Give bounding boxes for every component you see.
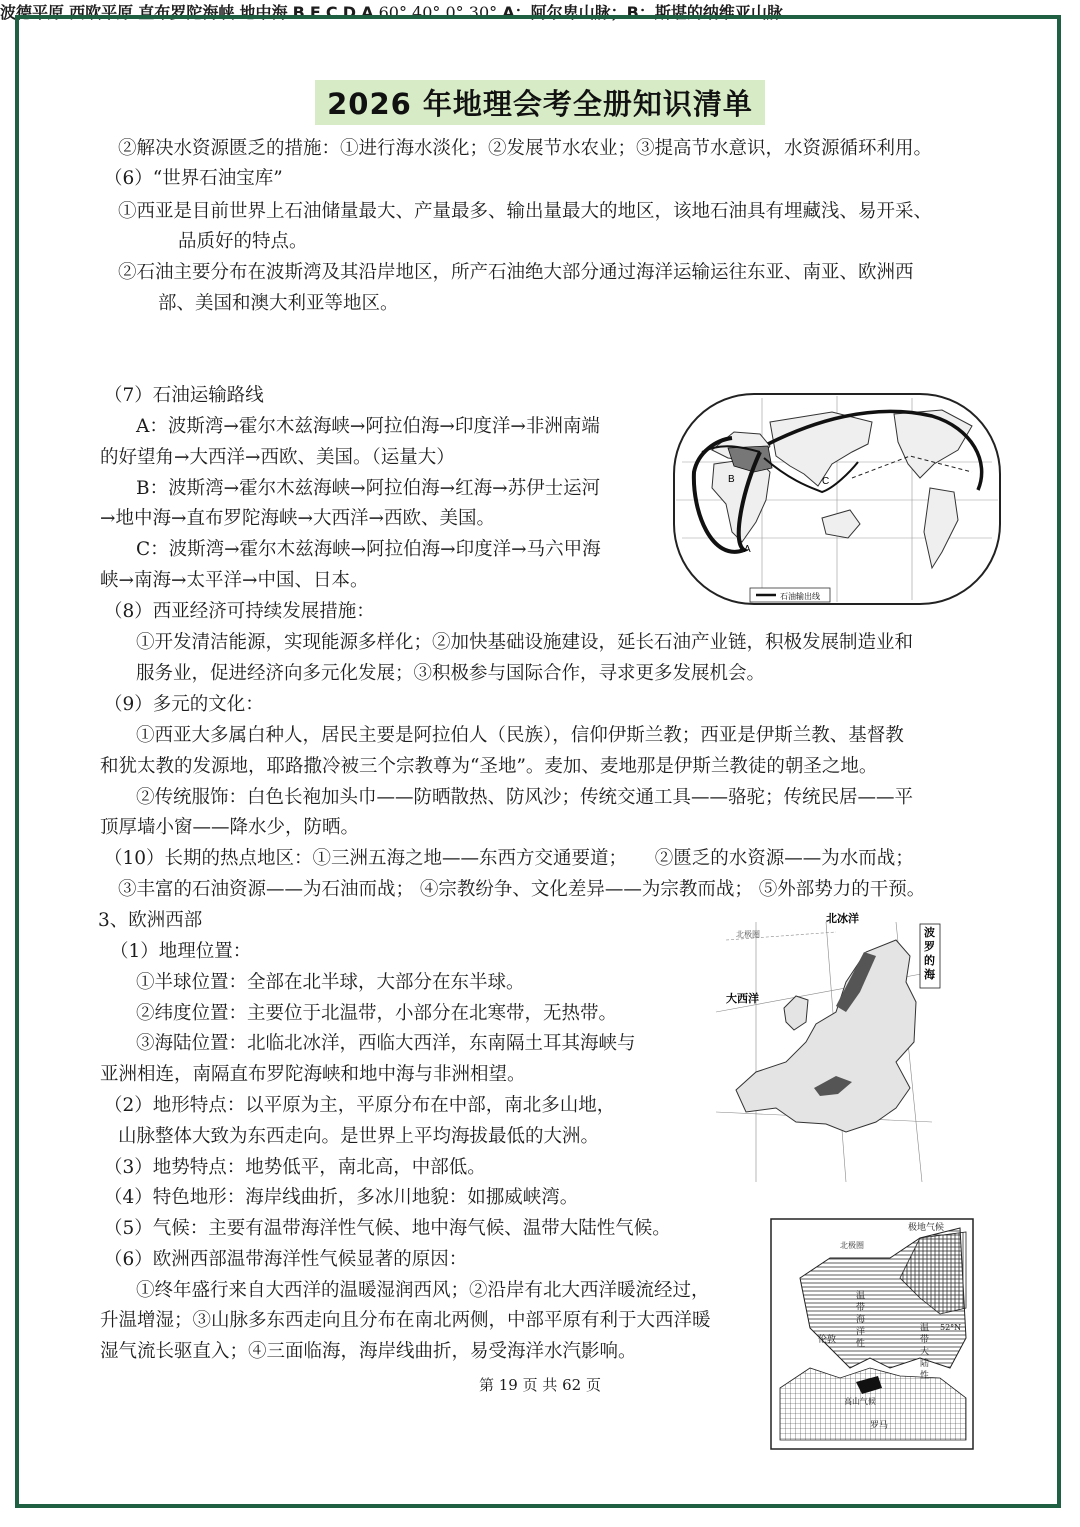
polish-plain-label: 波德平原 [0, 3, 65, 22]
text-line: C：波斯湾→霍尔木兹海峡→阿拉伯海→印度洋→马六甲海 [136, 539, 601, 560]
text-line: ②纬度位置：主要位于北温带，小部分在北寒带，无热带。 [136, 1003, 618, 1024]
text-line: ①西亚是目前世界上石油储量最大、产量最多、输出量最大的地区，该地石油具有埋藏浅、易开采、 [118, 201, 933, 222]
text-line: ②解决水资源匮乏的措施：①进行海水淡化；②发展节水农业；③提高节水意识，水资源循环利用。 [118, 138, 933, 159]
deg-0-label: 0° [445, 3, 464, 22]
point-d: D [342, 3, 357, 22]
section-heading: 3、欧洲西部 [98, 910, 203, 931]
text-line: 的好望角→大西洋→西欧、美国。（运量大） [100, 447, 455, 468]
text-line: 顶厚墙小窗——降水少，防晒。 [100, 817, 360, 838]
arctic-circle-label2: 北极圈 [840, 1241, 864, 1250]
text-line: （2）地形特点：以平原为主，平原分布在中部，南北多山地， [104, 1095, 616, 1116]
deg-60-label: 60° [378, 3, 407, 22]
text-line: 山脉整体大致为东西走向。是世界上平均海拔最低的大洲。 [118, 1126, 600, 1147]
europe-location-map [696, 912, 944, 1202]
text-line: 服务业，促进经济向多元化发展；③积极参与国际合作，寻求更多发展机会。 [136, 663, 766, 684]
deg-40-label: 40° [412, 3, 441, 22]
point-b: B [292, 3, 305, 22]
arctic-ocean-label: 北冰洋 [826, 912, 859, 925]
mediterranean-label: 地中海 [239, 3, 288, 22]
text-line: 升温增湿；③山脉多东西走向且分布在南北两侧，中部平原有利于大西洋暖 [100, 1310, 711, 1331]
title-area [0, 80, 1080, 125]
text-line: ①半球位置：全部在北半球，大部分在东半球。 [136, 972, 525, 993]
text-line: 峡→南海→太平洋→中国、日本。 [100, 570, 369, 591]
text-line: 和犹太教的发源地，耶路撒冷被三个宗教尊为“圣地”。麦加、麦地那是伊斯兰教徒的朝圣之地。 [100, 756, 878, 777]
london-label: 伦敦 [818, 1335, 837, 1345]
mountain-climate-label: 高山气候 [844, 1397, 876, 1406]
text-line: ①终年盛行来自大西洋的温暖湿润西风；②沿岸有北大西洋暖流经过， [136, 1280, 710, 1301]
deg-30-label: 30° [468, 3, 498, 22]
map2-caption: A：阿尔卑山脉；B：斯堪的纳维亚山脉 [502, 3, 783, 22]
atlantic-label: 大西洋 [726, 992, 759, 1005]
route-label-b: B [728, 474, 735, 485]
text-line: （10）长期的热点地区：①三洲五海之地——东西方交通要道； ②匮乏的水资源——为水而战； [104, 848, 914, 869]
section-heading: （1）地理位置： [110, 941, 252, 962]
section-heading: （6）欧洲西部温带海洋性气候显著的原因： [104, 1249, 468, 1270]
text-line: →地中海→直布罗陀海峡→大西洋→西欧、美国。 [100, 508, 496, 529]
section-heading: （8）西亚经济可持续发展措施： [104, 601, 375, 622]
section-heading: （9）多元的文化： [104, 694, 264, 715]
text-line: ①西亚大多属白种人，居民主要是阿拉伯人（民族），信仰伊斯兰教；西亚是伊斯兰教、基督教 [136, 725, 904, 746]
text-line: B：波斯湾→霍尔木兹海峡→阿拉伯海→红海→苏伊士运河 [136, 478, 601, 499]
rome-label: 罗马 [870, 1421, 889, 1431]
maritime-label: 温带海洋性 [856, 1291, 866, 1349]
gibraltar-label: 直布罗陀海峡 [138, 3, 235, 22]
page-title: 2026 年地理会考全册知识清单 [315, 80, 765, 125]
baltic-sea-label: 波罗的海 [924, 926, 935, 981]
europe-climate-map [770, 1218, 974, 1450]
point-e: E [309, 3, 321, 22]
lat-52-label: 52°N [940, 1323, 962, 1332]
route-label-a: A [744, 544, 751, 555]
text-line: 亚洲相连，南隔直布罗陀海峡和地中海与非洲相望。 [100, 1064, 526, 1085]
text-line: 部、美国和澳大利亚等地区。 [158, 293, 399, 314]
text-line: ①开发清洁能源，实现能源多样化；②加快基础设施建设，延长石油产业链，积极发展制造业和 [136, 632, 914, 653]
section-heading: （6）“世界石油宝库” [104, 168, 283, 189]
text-line: A：波斯湾→霍尔木兹海峡→阿拉伯海→印度洋→非洲南端 [136, 416, 600, 437]
text-line: ③海陆位置：北临北冰洋，西临大西洋，东南隔土耳其海峡与 [136, 1033, 636, 1054]
text-line: ②石油主要分布在波斯湾及其沿岸地区，所产石油绝大部分通过海洋运输运往东亚、南亚、欧洲西 [118, 262, 914, 283]
page-footer: 第 19 页 共 62 页 [478, 1376, 601, 1394]
text-line: ③丰富的石油资源——为石油而战； ④宗教纷争、文化差异——为宗教而战； ⑤外部势力的干预。 [118, 879, 926, 900]
text-line: （5）气候：主要有温带海洋性气候、地中海气候、温带大陆性气候。 [104, 1218, 671, 1239]
arctic-circle-label: 北极圈 [736, 930, 760, 939]
route-label-c: C [822, 476, 830, 487]
text-line: 品质好的特点。 [178, 231, 308, 252]
continental-label: 温带大陆性 [920, 1323, 930, 1381]
west-plain-label: 西欧平原 [69, 3, 134, 22]
legend-label: 石油输出线 [780, 592, 820, 601]
polar-label: 极地气候 [908, 1223, 945, 1233]
oil-route-world-map [672, 392, 1002, 606]
point-a: A [361, 3, 374, 22]
section-heading: （7）石油运输路线 [104, 385, 264, 406]
text-line: ②传统服饰：白色长袍加头巾——防晒散热、防风沙；传统交通工具——骆驼；传统民居——平 [136, 787, 914, 808]
text-line: （4）特色地形：海岸线曲折，多冰川地貌：如挪威峡湾。 [104, 1187, 579, 1208]
point-c: C [325, 3, 338, 22]
text-line: 湿气流长驱直入；④三面临海，海岸线曲折，易受海洋水汽影响。 [100, 1341, 637, 1362]
text-line: （3）地势特点：地势低平，南北高，中部低。 [104, 1157, 486, 1178]
